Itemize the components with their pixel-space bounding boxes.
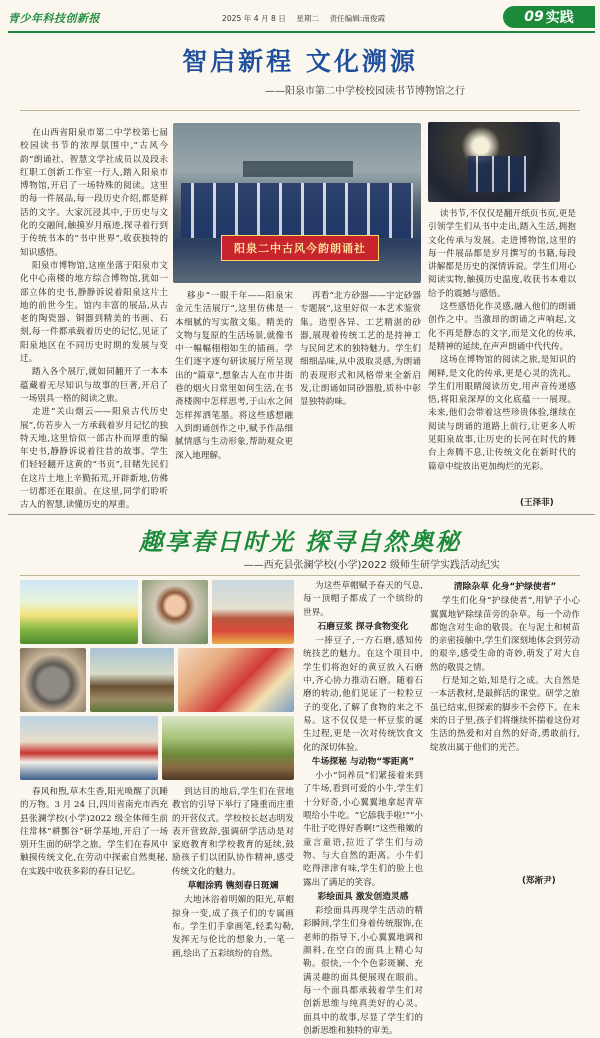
subheading: 清除杂草 化身“护绿使者” bbox=[453, 582, 557, 592]
issue-date: 2025 年 4 月 8 日 bbox=[222, 14, 286, 23]
article1-subtitle: ——阳泉市第二中学校校园读书节博物馆之行 bbox=[265, 86, 465, 97]
paragraph: 这场在博物馆的阅读之旅,是知识的阐释,是文化的传承,更是心灵的洗礼。学生们用眼睛阅读历史,用声音传递感悟,将阳泉深厚的文化底蕴一一展现。未来,他们会带着这些珍贵体验,继续在阅读与朗诵的道路上前行,让更多人听见阳泉故事,让历史的长河在时代的舞台上奔腾不息,让传统文化在新时代的篇章中绽放出更加绚烂的光彩。 bbox=[428, 355, 576, 472]
club-banner: 阳泉二中古风今韵朗诵社 bbox=[221, 235, 379, 261]
article2-col2 bbox=[172, 786, 294, 959]
paragraph: 这些感悟化作灵感,融入他们的朗诵创作之中。当激昂的朗诵之声响起,文化不再是静态的文字,而是文化的传承,是精神的延续,在声声朗诵中代代传。 bbox=[428, 302, 576, 352]
page-header bbox=[0, 0, 600, 36]
article2-col1 bbox=[20, 786, 168, 886]
collage-field-photo bbox=[20, 580, 138, 644]
article1-col3 bbox=[300, 290, 421, 509]
article2-author: (郑淅尹) bbox=[522, 876, 556, 886]
paragraph: 阳泉市博物馆,这座坐落于阳泉市文化中心南楼的地方综合博物馆,犹如一部立体的史书,静静诉说着阳泉这片土地的前世今生。馆内丰富的展品,从古老的陶瓷器、铜器到精美的书画、石刻,每一件都承载着历史的记忆,见证了阳泉地区在不同历史时期的发展与变迁。 bbox=[20, 260, 168, 365]
article2-subtitle: ——西充县张澜学校(小学)2022 级师生研学实践活动纪实 bbox=[243, 560, 500, 571]
article1-col4 bbox=[428, 208, 576, 496]
article-divider bbox=[8, 514, 595, 515]
paragraph: 为这些草帽赋予春天的气息,每一顶帽子都成了一个缤纷的世界。 bbox=[303, 581, 423, 618]
exhibit-photo bbox=[428, 122, 560, 202]
collage-mill-photo bbox=[20, 648, 86, 712]
page-number: 09 bbox=[524, 9, 544, 25]
collage-weeding-photo bbox=[162, 716, 294, 780]
header-rule bbox=[8, 31, 595, 33]
paragraph: 到达目的地后,学生们在营地教官的引导下举行了隆重而庄重的开营仪式。学校校长赵志明发表开营致辞,强调研学活动是对家庭教育和学校教育的延续,鼓励孩子们以团队协作精神,感受传统文化的魅力。 bbox=[172, 787, 294, 877]
group-photo bbox=[173, 123, 421, 283]
paragraph: 走进“关山烟云——阳泉古代历史展”,仿若步入一方承载着岁月记忆的独特天地,这里恰似一部古朴而厚重的编年史书,静静诉说着往昔的故事。学生们轻轻翻开这黄的“书页”,目睹先民们在这片土地上辛勤拓荒,开辟新地,仿佛一切都还在眼前。在这里,同学们聆听古人的智慧,读懂历史的厚重。 bbox=[20, 407, 168, 511]
paragraph: 踏入各个展厅,就如同翻开了一本本蕴藏着无尽知识与故事的巨著,开启了一场别具一格的阅读之旅。 bbox=[20, 367, 168, 404]
section-name: 实践 bbox=[545, 10, 574, 26]
article1-author: (王泽菲) bbox=[520, 498, 554, 508]
paragraph: 在山西省阳泉市第二中学校第七届校园读书节的浓厚氛围中,“古风今韵”朗诵社、智慧文学社成员以及段永红职工创新工作室一行人,踏入阳泉市博物馆,开启了一场特殊的阅读。这里的每一件展品,每一段历史介绍,都是鲜活的文字。大家沉浸其中,于历史与文化的交融间,触摸岁月痕迹,探寻着行到于传统书本的“书中世界”,收获独特的知识感悟。 bbox=[20, 128, 168, 258]
paragraph: 小小“饲养员”们紧接着来到了牛场,看到可爱的小牛,学生们十分好奇,小心翼翼地拿起青草喂给小牛吃。“它舔我手啦!”“小牛肚子吃得好香啊!”这些稚嫩的童言童语,拉近了学生们与动物、与大自然的距离。小牛们吃得津津有味,学生们的脸上也露出了满足的笑容。 bbox=[303, 771, 423, 888]
subheading: 草帽涂鸦 镌刻春日斑斓 bbox=[187, 881, 279, 892]
collage-class-photo bbox=[212, 580, 294, 644]
issue-weekday: 星期二 bbox=[296, 14, 320, 23]
paragraph: 再看“北方砂器——宇定砂器专题展”,这里好似一本艺术鉴赏集。造型各异、工艺精湛的砂器,展现着传统工艺的是持神工与民间艺术的独特魅力。学生们细细品味,从中汲取灵感,为朗诵的表现形式和风格带来全新启发,让朗诵如同砂器般,质朴中彰显独特韵味。 bbox=[300, 291, 421, 408]
collage-cow-photo bbox=[90, 648, 174, 712]
visitors bbox=[468, 156, 528, 192]
editor-credit: 责任编辑:南俊霞 bbox=[329, 14, 386, 23]
paragraph: 读书节,不仅仅是翻开纸页书页,更是引领学生们从书中走出,踏入生活,拥抱文化传承与发展。走进博物馆,这里的每一件展品都是岁月撰写的书籍,每段讲解都是历史的深情诉说。学生们用心阅读实物,触摸历史温度,收获书本难以给予的震撼与感悟。 bbox=[428, 209, 576, 299]
article2-title: 趣享春日时光 探寻自然奥秘 bbox=[138, 527, 462, 556]
paragraph: 春风和煦,草木生香,阳光唤醒了沉睡的万物。3 月 24 日,四川省南充市西充县张澜学校(小学)2022 级全体师生前往常林“耕酆谷”研学基地,开启了一场别开生面的研学之旅。学生们在春风中触摸传统文化,在劳动中探索自然奥秘,在实践中收获多彩的春日记忆。 bbox=[20, 787, 168, 877]
subheading: 石磨豆浆 探寻食物变化 bbox=[317, 621, 409, 632]
paragraph: 大地沐浴着明媚的阳光,草帽掠身一变,成了孩子们的专属画布。学生们手拿画笔,轻柔勾勒,发挥无与伦比的想象力,一笔一画,绘出了五彩缤纷的自然。 bbox=[172, 895, 294, 959]
section-tag bbox=[503, 6, 595, 28]
collage-mask-photo bbox=[178, 648, 294, 712]
subtitle-divider bbox=[20, 110, 580, 111]
collage-students-photo bbox=[20, 716, 158, 780]
paragraph: 学生们化身“护绿使者”,用铲子小心翼翼地铲除绿苗旁的杂草。每一个动作都饱含对生命的敬畏。在与泥土和树苗的亲密接触中,学生们深刻地体会到劳动的艰辛,感受生命的奇妙,萌发了对大自然的敬畏之情。 bbox=[430, 596, 580, 673]
subheading: 牛场探秘 与动物“零距离” bbox=[311, 756, 415, 767]
article1-col1 bbox=[20, 127, 168, 509]
paragraph: 行是知之始,知是行之成。大自然是一本活教材,是最鲜活的课堂。研学之旅虽已结束,但探索的脚步不会停下。在未来的日子里,孩子们将继续怀揣着这份对生活的热爱和对自然的好奇,勇敢前行,绽放出属于他们的光芒。 bbox=[430, 676, 580, 753]
subtitle-divider-2 bbox=[20, 575, 580, 576]
museum-signage bbox=[243, 161, 353, 177]
article2-col3 bbox=[303, 580, 423, 1036]
article1-title: 智启新程 文化溯源 bbox=[182, 47, 418, 76]
paragraph: 彩绘面具再现学生活动的精彩瞬间,学生们身着传统服饰,在老师的指导下,小心翼翼地调和颜料,在空白的面具上精心勾勒。很快,一个个色彩斑斓、充满灵趣的面具便展现在眼前。每一个面具都承载着学生们对创新思维与纯真美好的心灵。面具中的故事,尽显了学生们的创新思维和独特的审美。 bbox=[303, 906, 423, 1036]
masthead-logo: 青少年科技创新报 bbox=[8, 12, 100, 25]
paragraph: 一捧豆子,一方石磨,感知传统技艺的魅力。在这个项目中,学生们将泡好的黄豆放入石磨中,齐心协力推动石磨。随着石磨的转动,他们见证了一粒粒豆子的变化,了解了食物的来之不易。这不仅仅是一杯豆浆的诞生过程,更是一次对传统饮食文化的深切体验。 bbox=[303, 636, 423, 753]
collage-girl-photo bbox=[142, 580, 208, 644]
paragraph: 移步“一眼千年——阳泉宋金元生活展厅”,这里仿佛是一本细腻的写实散文集。精美的文物与复原的生活场景,就像书中一幅幅栩栩如生的插画。学生们逐字逐句研读展厅所呈现出的“篇章”,想象古人在市井街巷的烟火日常里如何生活,在书斋楼阁中怎样思考,于山水之间怎样挥洒笔墨。将这些感想融入到朗诵创作之中,赋予作品细腻情感与生动形象,帮助观众更深入地理解。 bbox=[175, 291, 293, 461]
students-row bbox=[181, 183, 413, 238]
article1-col2 bbox=[175, 290, 293, 509]
subheading: 彩绘面具 激发创造灵感 bbox=[317, 891, 409, 902]
article2-col4 bbox=[430, 580, 580, 874]
